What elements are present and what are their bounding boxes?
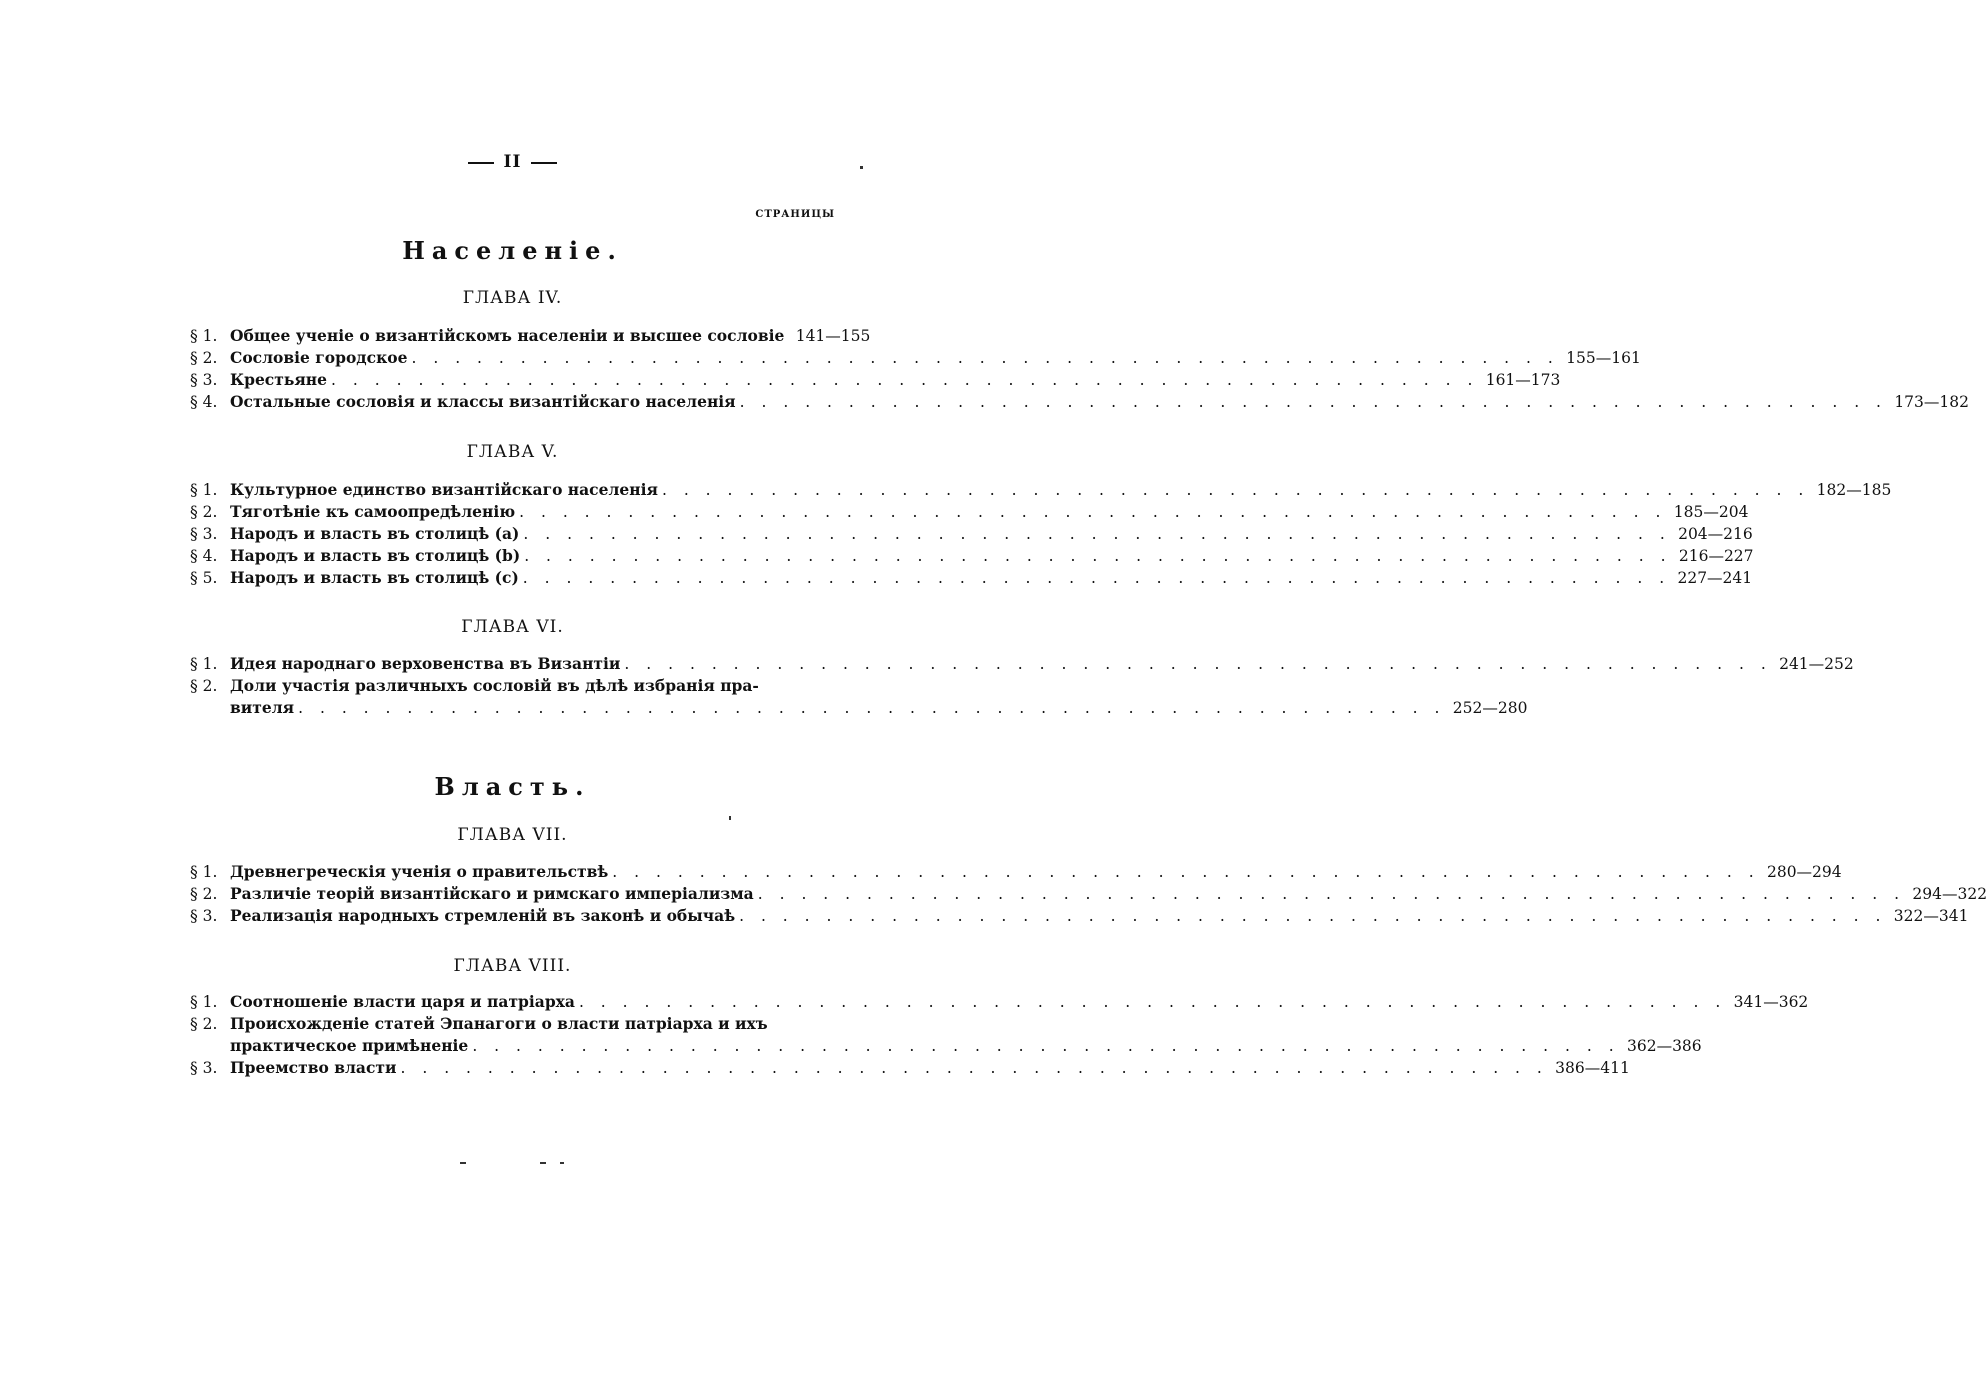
entry-title: Культурное единство византійскаго населенія [230, 480, 658, 499]
print-speck [460, 1162, 466, 1164]
dot-leader [519, 523, 1670, 545]
dot-leader [658, 479, 1809, 501]
page-range: 341—362 [1733, 993, 1809, 1011]
chapter-title: ГЛАВА IV. [462, 288, 563, 308]
page-range: 204—216 [1678, 525, 1753, 543]
section-number: § 1. [190, 327, 218, 345]
page-range: 161—173 [1485, 371, 1561, 389]
section-number: § 3. [190, 525, 218, 543]
page-range: 216—227 [1678, 547, 1754, 565]
entry-title: Народъ и власть въ столицѣ (b) [230, 546, 521, 565]
page-number: II [0, 152, 1025, 172]
dot-leader [519, 567, 1670, 589]
entry-title: Народъ и власть въ столицѣ (a) [230, 524, 520, 543]
print-speck [560, 1162, 564, 1164]
entry-title: Происхожденіе статей Эпанагоги о власти патріарха и ихъ [230, 1014, 768, 1033]
toc-entry [190, 861, 1842, 883]
page-range: 173—182 [1894, 393, 1969, 411]
toc-entry [190, 369, 1561, 391]
dot-leader [754, 883, 1905, 905]
section-number: § 2. [190, 677, 218, 695]
toc-entry [190, 567, 1753, 589]
section-number: § 1. [190, 481, 218, 499]
section-number: § 3. [190, 371, 218, 389]
chapter-entries [190, 991, 1809, 1079]
entry-title: вителя [230, 698, 295, 717]
chapter-entries [190, 325, 1969, 413]
section-number: § 1. [190, 655, 218, 673]
toc-entry [190, 653, 1854, 675]
section-number: § 2. [190, 503, 218, 521]
entry-title: Народъ и власть въ столицѣ (c) [230, 568, 519, 587]
entry-title: Различіе теорій византійскаго и римскаго имперіализма [230, 884, 754, 903]
chapter-title: ГЛАВА VIII. [453, 956, 572, 976]
entry-title: Общее ученіе о византійскомъ населеніи и высшее сословіе [230, 326, 785, 345]
dot-leader [407, 347, 1558, 369]
section-number: § 2. [190, 1015, 218, 1033]
dot-leader [294, 697, 1445, 719]
dot-leader [620, 653, 1771, 675]
entry-title: Преемство власти [230, 1058, 397, 1077]
toc-entry [190, 501, 1749, 523]
dash-right [531, 162, 557, 164]
section-number: § 5. [190, 569, 218, 587]
chapter-entries [190, 653, 1854, 719]
toc-entry [190, 523, 1753, 545]
chapter-title: ГЛАВА VI. [461, 617, 564, 637]
entry-title: Сословіе городское [230, 348, 408, 367]
page-range: 280—294 [1766, 863, 1842, 881]
page-range: 322—341 [1893, 907, 1969, 925]
entry-title: практическое примѣненіе [230, 1036, 469, 1055]
chapter-title: ГЛАВА VII. [457, 825, 568, 845]
toc-entry [190, 1013, 836, 1035]
print-speck [860, 166, 863, 169]
page-range: 182—185 [1816, 481, 1892, 499]
page-range: 141—155 [795, 327, 871, 345]
page-range: 241—252 [1779, 655, 1854, 673]
page-range: 227—241 [1677, 569, 1753, 587]
part-title: Населеніе. [402, 236, 623, 265]
page-range: 252—280 [1452, 699, 1528, 717]
section-number: § 2. [190, 885, 218, 903]
print-speck [540, 1162, 546, 1164]
section-number: § 1. [190, 863, 218, 881]
page-range: 294—322 [1912, 885, 1987, 903]
entry-title: Крестьяне [230, 370, 328, 389]
section-number: § 2. [190, 349, 218, 367]
section-number: § 1. [190, 993, 218, 1011]
toc-entry [190, 1057, 1630, 1079]
page-range: 185—204 [1673, 503, 1749, 521]
entry-title: Тяготѣніе къ самоопредѣленію [230, 502, 516, 521]
dot-leader [736, 391, 1887, 413]
section-number: § 4. [190, 393, 218, 411]
dot-leader [608, 861, 1759, 883]
entry-title: Идея народнаго верховенства въ Византіи [230, 654, 621, 673]
toc-entry [190, 1035, 1702, 1057]
dot-leader [397, 1057, 1548, 1079]
chapter-entries [190, 479, 1892, 589]
toc-entry [190, 883, 1987, 905]
toc-entry [190, 479, 1892, 501]
chapter-title: ГЛАВА V. [466, 442, 559, 462]
toc-entry [190, 391, 1969, 413]
print-speck [729, 816, 731, 820]
dot-leader [468, 1035, 1619, 1057]
entry-title: Доли участія различныхъ сословій въ дѣлѣ избранія пра- [230, 676, 759, 695]
dot-leader [515, 501, 1666, 523]
part-title: Власть. [434, 772, 591, 801]
dash-left [468, 162, 494, 164]
toc-entry [190, 675, 836, 697]
section-number: § 4. [190, 547, 218, 565]
dot-leader [735, 905, 1886, 927]
dot-leader [575, 991, 1726, 1013]
toc-entry [190, 991, 1809, 1013]
entry-title: Остальные сословія и классы византійскаго населенія [230, 392, 736, 411]
toc-entry [190, 545, 1754, 567]
page-range: 362—386 [1626, 1037, 1702, 1055]
toc-entry [190, 905, 1969, 927]
toc-entry [190, 697, 1528, 719]
entry-title: Реализація народныхъ стремленій въ законѣ и обычаѣ [230, 906, 736, 925]
pages-column-label: СТРАНИЦЫ [755, 209, 835, 220]
chapter-entries [190, 861, 1987, 927]
page-range: 155—161 [1566, 349, 1641, 367]
toc-entry [190, 347, 1641, 369]
section-number: § 3. [190, 907, 218, 925]
toc-entry [190, 325, 871, 347]
dot-leader [520, 545, 1671, 567]
entry-title: Древнегреческія ученія о правительствѣ [230, 862, 609, 881]
section-number: § 3. [190, 1059, 218, 1077]
dot-leader [327, 369, 1478, 391]
page-range: 386—411 [1555, 1059, 1630, 1077]
entry-title: Соотношеніе власти царя и патріарха [230, 992, 575, 1011]
